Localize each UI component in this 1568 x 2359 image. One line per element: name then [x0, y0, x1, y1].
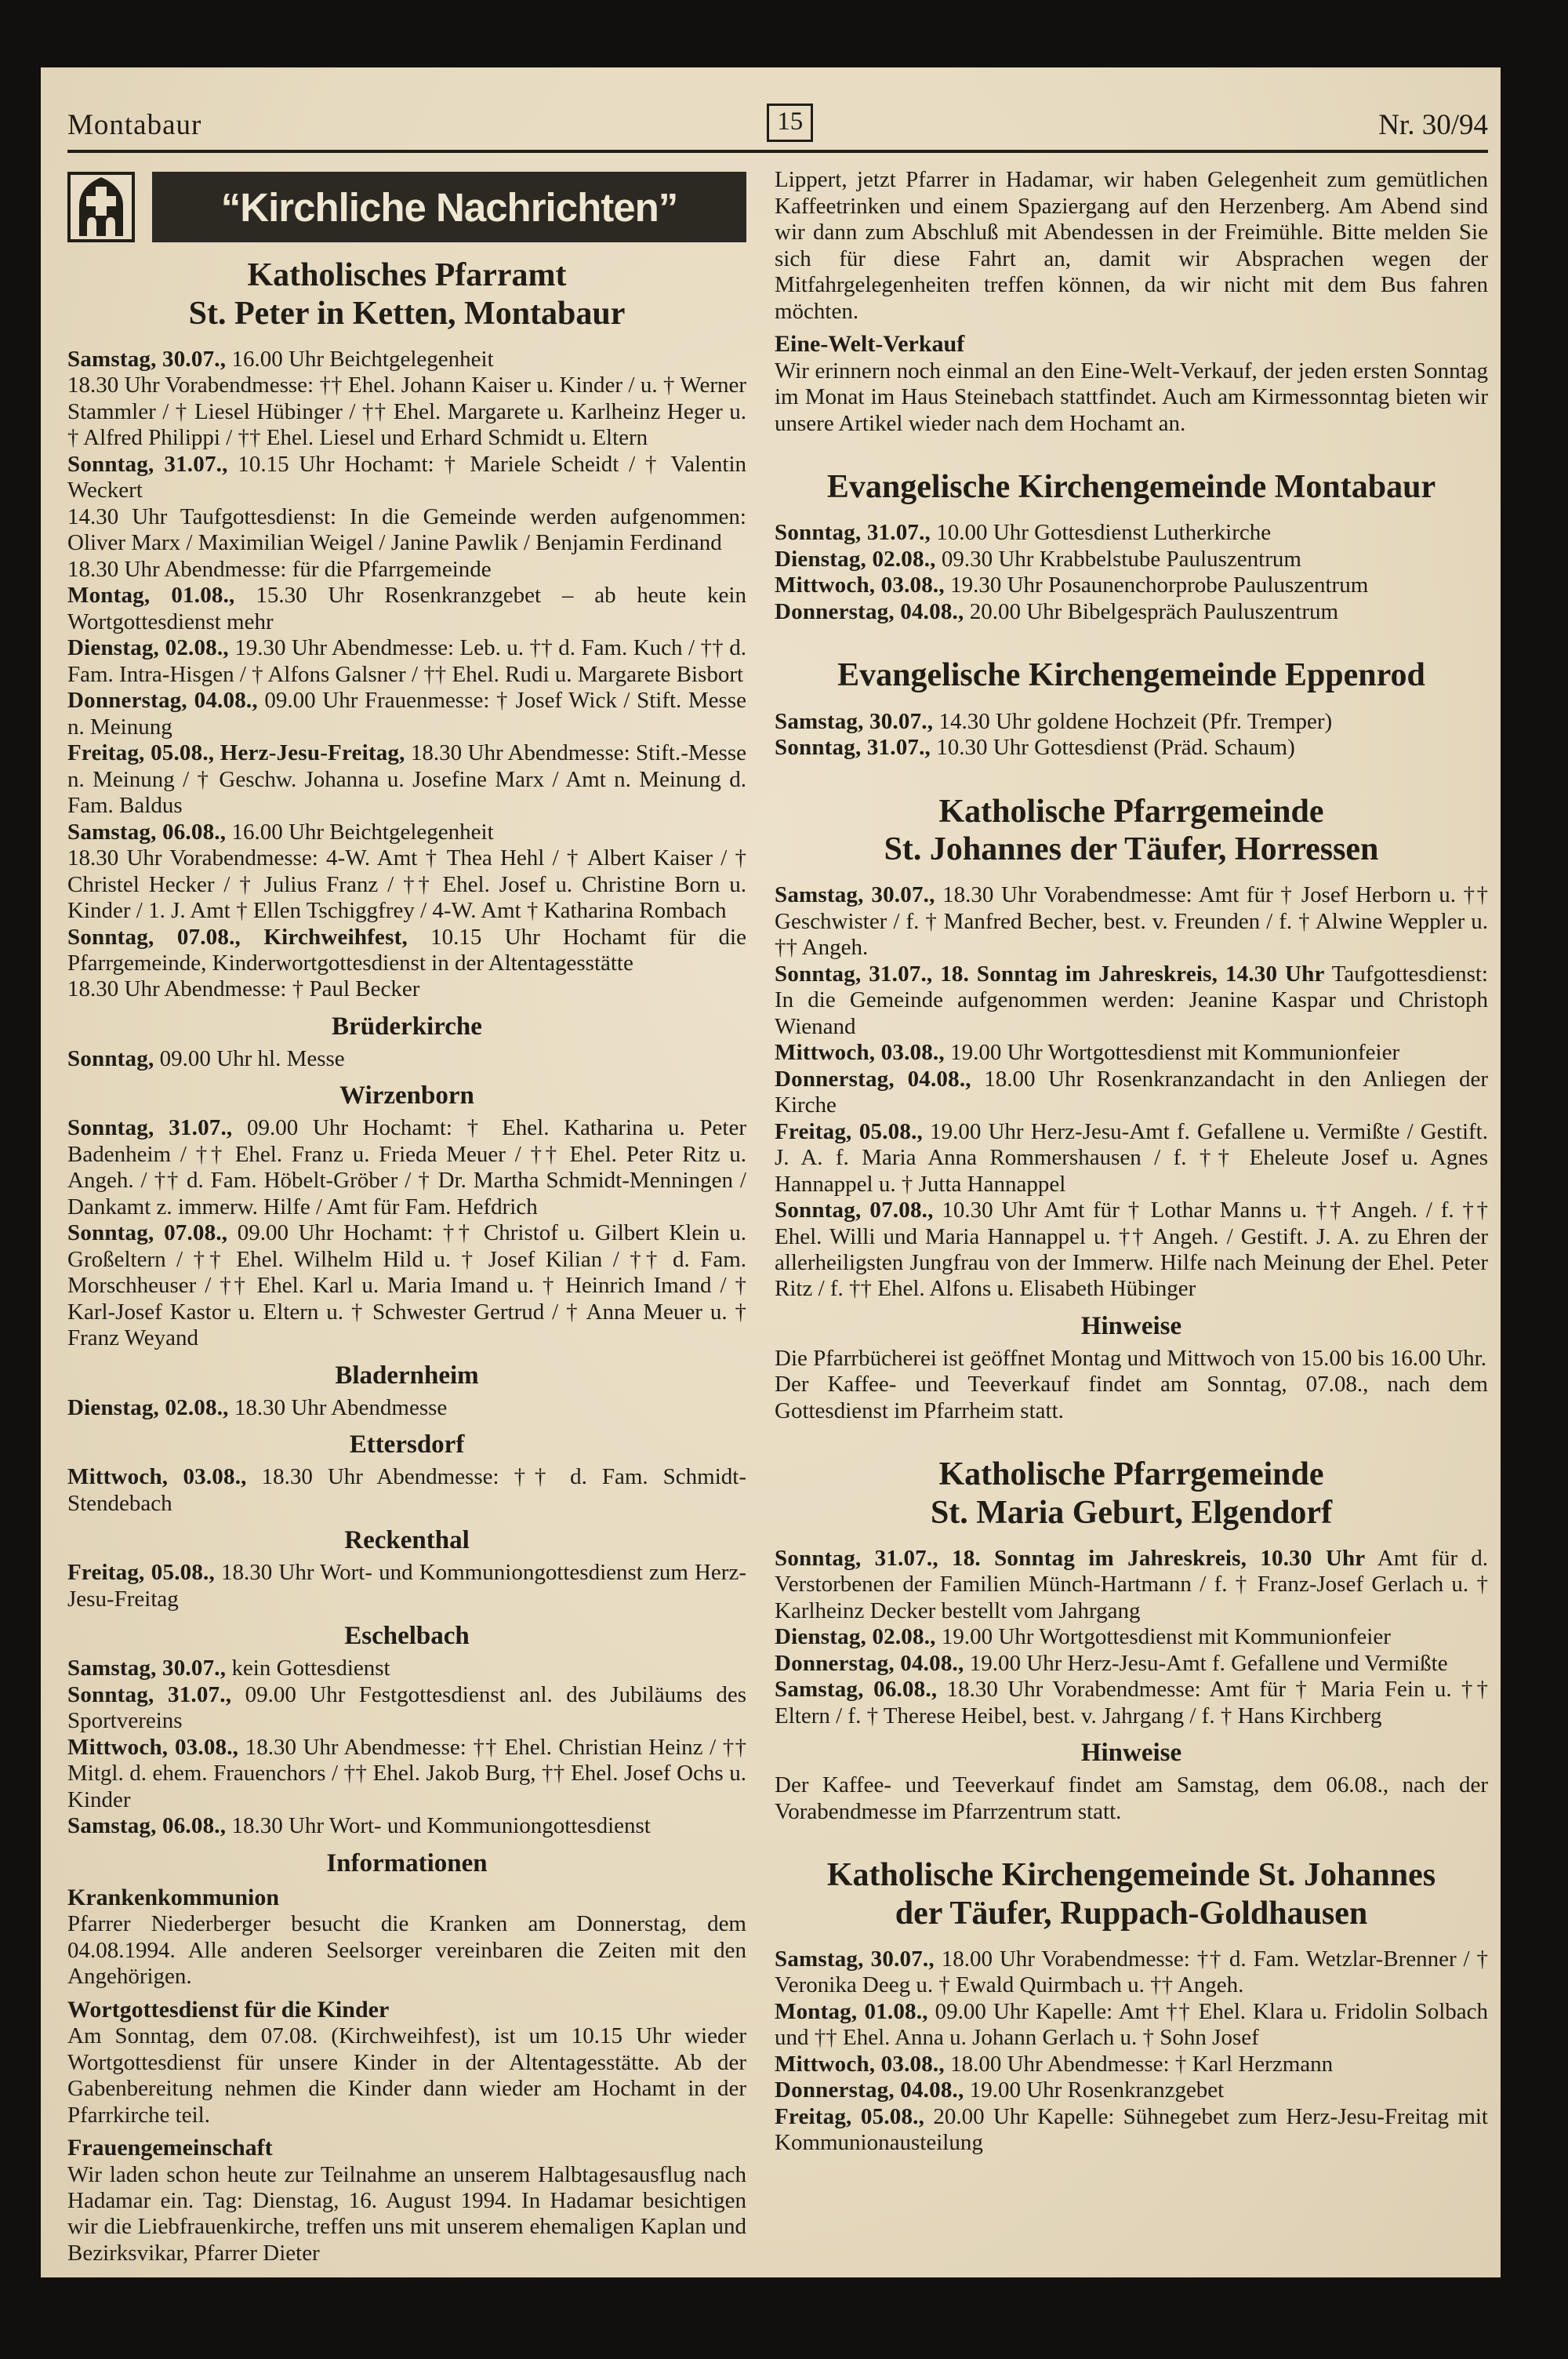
entry-day-label: Mittwoch, 03.08., — [67, 1734, 239, 1760]
location-heading: Informationen — [326, 1848, 488, 1877]
section-heading — [775, 1856, 1488, 1932]
banner-row — [67, 172, 746, 242]
entry-day-label: Sonntag, 07.08., — [67, 1220, 228, 1246]
schedule-entry: 18.30 Uhr Abendmesse: für die Pfarrgemeinde — [67, 556, 492, 582]
schedule-entry: Sonntag, 31.07., 10.15 Uhr Hochamt: † Mariele Scheidt / † Valentin Weckert — [67, 451, 746, 503]
schedule-entry: Sonntag, 09.00 Uhr hl. Messe — [67, 1045, 345, 1071]
entry-day-label: Sonntag, 31.07., — [67, 1681, 232, 1707]
schedule-entry: Mittwoch, 03.08., 19.00 Uhr Wortgottesdienst mit Kommunionfeier — [775, 1040, 1400, 1066]
entry-day-label: Sonntag, 31.07., 18. Sonntag im Jahreskreis, 14.30 Uhr — [775, 961, 1325, 987]
schedule-entry: Freitag, 05.08., 19.00 Uhr Herz-Jesu-Amt f. Gefallene u. Vermißte / Gestift. J. A. f. Maria Anna Rommershausen / f. †† Eheleute Josef u. Agnes Hannappel u. † Jutta Hannappel — [775, 1118, 1488, 1197]
paragraph: Wir erinnern noch einmal an den Eine-Welt-Verkauf, der jeden ersten Sonntag im Monat im Haus Steinebach stattfindet. Auch am Kirmessonntag bieten wir unsere Artikel wieder nach dem Hochamt an. — [775, 358, 1488, 436]
entry-day-label: Montag, 01.08., — [775, 1998, 928, 2024]
schedule-entry: Samstag, 06.08., 18.30 Uhr Vorabendmesse: Amt für † Maria Fein u. †† Eltern / f. † Therese Heibel, best. v. Jahrgang / f. † Hans Kirchberg — [775, 1677, 1488, 1728]
schedule-entry: Dienstag, 02.08., 19.30 Uhr Abendmesse: Leb. u. †† d. Fam. Kuch / †† d. Fam. Intra-Hisgen / † Alfons Galsner / †† Ehel. Rudi u. Margarete Bisbort — [67, 635, 746, 687]
left-column — [67, 167, 746, 2266]
entry-day-label: Dienstag, 02.08., — [775, 546, 936, 572]
entry-day-label: Freitag, 05.08., — [775, 1118, 923, 1144]
location-heading: Bladernheim — [335, 1361, 479, 1390]
section-heading-line: St. Maria Geburt, Elgendorf — [930, 1494, 1333, 1531]
schedule-entry: Samstag, 30.07., 18.30 Uhr Vorabendmesse: Amt für † Josef Herborn u. †† Geschwister / f. † Manfred Becher, best. v. Freunden / f. † Alwine Weppler u. †† Angeh. — [775, 882, 1488, 961]
entry-day-label: Sonntag, 31.07., — [775, 735, 931, 761]
paragraph: Pfarrer Niederberger besucht die Kranken am Donnerstag, dem 04.08.1994. Alle anderen Seelsorger vereinbaren die Zeiten mit den Angehörigen. — [67, 1911, 746, 1990]
schedule-entry: Dienstag, 02.08., 09.30 Uhr Krabbelstube Pauluszentrum — [775, 546, 1301, 572]
section-heading-line: Katholische Pfarrgemeinde — [938, 793, 1324, 830]
subheading: Wortgottesdienst für die Kinder — [67, 1996, 390, 2023]
schedule-entry: Sonntag, 31.07., 18. Sonntag im Jahreskreis, 10.30 Uhr Amt für d. Verstorbenen der Familien Münch-Hartmann / f. † Franz-Josef Gerlach u. † Karlheinz Decker bestellt vom Jahrgang — [775, 1546, 1488, 1623]
entry-day-label: Freitag, 05.08., Herz-Jesu-Freitag, — [67, 740, 405, 766]
schedule-entry: Montag, 01.08., 15.30 Uhr Rosenkranzgebet – ab heute kein Wortgottesdienst mehr — [67, 583, 746, 634]
paragraph: Wir laden schon heute zur Teilnahme an unserem Halbtagesausflug nach Hadamar ein. Tag: Dienstag, 16. August 1994. In Hadamar besichtigen wir die Liebfrauenkirche, treffen uns mit unserem ehemaligen Kaplan und Bezirksvikar, Pfarrer Dieter — [67, 2161, 746, 2266]
entry-day-label: Sonntag, 07.08., — [775, 1198, 934, 1223]
banner-title: “Kirchliche Nachrichten” — [152, 172, 746, 242]
location-heading: Ettersdorf — [349, 1430, 465, 1459]
entry-day-label: Sonntag, — [67, 1045, 154, 1071]
entry-day-label: Mittwoch, 03.08., — [67, 1464, 247, 1490]
page-number-badge: 15 — [767, 104, 813, 142]
left-column-blocks — [67, 256, 746, 2266]
schedule-entry: Samstag, 30.07., 16.00 Uhr Beichtgelegenheit — [67, 346, 494, 372]
schedule-entry: Donnerstag, 04.08., 20.00 Uhr Bibelgespräch Pauluszentrum — [775, 598, 1339, 624]
entry-day-label: Montag, 01.08., — [67, 583, 235, 609]
section-heading — [775, 656, 1488, 694]
schedule-entry: Donnerstag, 04.08., 09.00 Uhr Frauenmesse: † Josef Wick / Stift. Messe n. Meinung — [67, 688, 746, 740]
schedule-entry: Donnerstag, 04.08., 19.00 Uhr Herz-Jesu-Amt f. Gefallene und Vermißte — [775, 1650, 1448, 1676]
schedule-entry: Freitag, 05.08., 20.00 Uhr Kapelle: Sühnegebet zum Herz-Jesu-Freitag mit Kommunionausteilung — [775, 2103, 1488, 2156]
entry-day-label: Sonntag, 31.07., — [775, 520, 931, 546]
entry-day-label: Samstag, 30.07., — [775, 882, 935, 908]
subheading: Frauengemeinschaft — [67, 2135, 273, 2161]
section-heading — [775, 468, 1488, 506]
schedule-entry: Sonntag, 07.08., 09.00 Uhr Hochamt: †† Christof u. Gilbert Klein u. Großeltern / †† Ehel. Wilhelm Hild u. † Josef Kilian / †† d. Fam. Morschheuser / †† Ehel. Karl u. Maria Imand u. † Heinrich Imand / † Karl-Josef Kastor u. Eltern u. † Schwester Gertrud / † Anna Meuer u. † Franz Weyand — [67, 1220, 747, 1351]
entry-day-label: Samstag, 06.08., — [67, 819, 227, 845]
right-column-blocks — [775, 167, 1488, 2157]
location-heading: Hinweise — [1080, 1739, 1182, 1768]
subheading: Eine-Welt-Verkauf — [775, 331, 965, 358]
entry-day-label: Donnerstag, 04.08., — [775, 1066, 971, 1092]
schedule-entry: 18.30 Uhr Vorabendmesse: †† Ehel. Johann Kaiser u. Kinder / u. † Werner Stammler / † Liesel Hübinger / †† Ehel. Margarete u. Karlheinz Heger u. † Alfred Philippi / †† Ehel. Liesel und Erhard Schmidt u. Eltern — [67, 373, 746, 451]
section-heading-line: Katholische Kirchengemeinde St. Johannes — [826, 1857, 1436, 1894]
location-heading: Hinweise — [1080, 1311, 1182, 1340]
entry-day-label: Dienstag, 02.08., — [775, 1624, 936, 1650]
schedule-entry: Sonntag, 07.08., Kirchweihfest, 10.15 Uhr Hochamt für die Pfarrgemeinde, Kinderwortgottesdienst in der Altentagesstätte — [67, 924, 746, 976]
schedule-entry: 14.30 Uhr Taufgottesdienst: In die Gemeinde werden aufgenommen: Oliver Marx / Maximilian Weigel / Janine Pawlik / Benjamin Ferdinand — [67, 503, 746, 556]
entry-day-label: Samstag, 30.07., — [67, 1656, 227, 1681]
newspaper-page — [41, 67, 1501, 2277]
entry-day-label: Donnerstag, 04.08., — [775, 2077, 964, 2103]
section-heading — [67, 256, 746, 333]
schedule-entry: Dienstag, 02.08., 19.00 Uhr Wortgottesdienst mit Kommunionfeier — [775, 1624, 1391, 1650]
paragraph: Der Kaffee- und Teeverkauf findet am Sonntag, 07.08., nach dem Gottesdienst im Pfarrheim statt. — [775, 1372, 1488, 1423]
section-heading-line: St. Johannes der Täufer, Horressen — [884, 831, 1379, 867]
paragraph: Am Sonntag, dem 07.08. (Kirchweihfest), ist um 10.15 Uhr wieder Wortgottesdienst für unsere Kinder in der Altentagesstätte. Ab der Gabenbereitung nehmen die Kinder dann wieder am Hochamt in der Pfarrkirche teil. — [67, 2023, 746, 2128]
schedule-entry: Sonntag, 31.07., 18. Sonntag im Jahreskreis, 14.30 Uhr Taufgottesdienst: In die Gemeinde aufgenommen werden: Jeanine Kaspar und Christoph Wienand — [775, 961, 1488, 1039]
entry-day-label: Sonntag, 31.07., — [67, 451, 228, 477]
schedule-entry: Samstag, 30.07., 18.00 Uhr Vorabendmesse: †† d. Fam. Wetzlar-Brenner / † Veronika Deeg u. † Ewald Quirmbach u. †† Angeh. — [775, 1946, 1488, 1998]
section-heading — [775, 1456, 1488, 1532]
section-heading — [775, 793, 1488, 869]
entry-day-label: Sonntag, 07.08., Kirchweihfest, — [67, 924, 408, 950]
schedule-entry: Montag, 01.08., 09.00 Uhr Kapelle: Amt †† Ehel. Klara u. Fridolin Solbach und †† Ehel. Anna u. Johann Gerlach u. † Sohn Josef — [775, 1998, 1488, 2051]
location-heading: Eschelbach — [344, 1622, 470, 1651]
location-heading: Brüderkirche — [332, 1012, 482, 1041]
section-heading-line: St. Peter in Ketten, Montabaur — [188, 295, 626, 332]
section-heading-line: Katholische Pfarrgemeinde — [938, 1456, 1324, 1493]
right-column — [775, 167, 1488, 2266]
schedule-entry: Mittwoch, 03.08., 18.00 Uhr Abendmesse: † Karl Herzmann — [775, 2051, 1334, 2077]
schedule-entry: Sonntag, 31.07., 10.30 Uhr Gottesdienst (Präd. Schaum) — [775, 735, 1295, 761]
entry-day-label: Samstag, 30.07., — [775, 1946, 935, 1972]
schedule-entry: Sonntag, 31.07., 09.00 Uhr Hochamt: † Ehel. Katharina u. Peter Badenheim / †† Ehel. Franz u. Frieda Meuer / †† Ehel. Peter Ritz u. Angeh. / †† d. Fam. Höbelt-Gröber / † Dr. Martha Schmidt-Menningen / Dankamt z. immerw. Hilfe / Amt für Fam. Hefdrich — [67, 1115, 747, 1219]
entry-day-label: Donnerstag, 04.08., — [775, 598, 964, 624]
entry-day-label: Freitag, 05.08., — [775, 2103, 925, 2129]
schedule-entry: Sonntag, 31.07., 09.00 Uhr Festgottesdienst anl. des Jubiläums des Sportvereins — [67, 1681, 746, 1734]
entry-day-label: Mittwoch, 03.08., — [775, 1040, 945, 1066]
issue-number: Nr. 30/94 — [1378, 109, 1488, 142]
entry-day-label: Donnerstag, 04.08., — [67, 688, 258, 714]
entry-day-label: Donnerstag, 04.08., — [775, 1650, 964, 1676]
schedule-entry: Mittwoch, 03.08., 19.30 Uhr Posaunenchorprobe Pauluszentrum — [775, 572, 1369, 598]
schedule-entry: 18.30 Uhr Vorabendmesse: 4-W. Amt † Thea Hehl / † Albert Kaiser / † Christel Hecker / † Julius Franz / †† Ehel. Josef u. Christine Born u. Kinder / 1. J. Amt † Ellen Tschiggfrey / 4-W. Amt † Katharina Rombach — [67, 845, 746, 924]
entry-day-label: Mittwoch, 03.08., — [775, 572, 945, 598]
entry-day-label: Sonntag, 31.07., 18. Sonntag im Jahreskreis, 10.30 Uhr — [775, 1546, 1366, 1571]
entry-day-label: Samstag, 30.07., — [775, 708, 934, 734]
paragraph: Der Kaffee- und Teeverkauf findet am Samstag, dem 06.08., nach der Vorabendmesse im Pfarrzentrum statt. — [775, 1772, 1488, 1824]
schedule-entry: Samstag, 06.08., 16.00 Uhr Beichtgelegenheit — [67, 819, 494, 845]
schedule-entry: Freitag, 05.08., Herz-Jesu-Freitag, 18.30 Uhr Abendmesse: Stift.-Messe n. Meinung / † Geschw. Johanna u. Josefine Marx / Amt n. Meinung d. Fam. Baldus — [67, 740, 746, 819]
section-heading-line: der Täufer, Ruppach-Goldhausen — [895, 1895, 1368, 1932]
schedule-entry: Sonntag, 31.07., 10.00 Uhr Gottesdienst Lutherkirche — [775, 520, 1272, 546]
schedule-entry: Mittwoch, 03.08., 18.30 Uhr Abendmesse: †† Ehel. Christian Heinz / †† Mitgl. d. ehem. Frauenchors / †† Ehel. Jakob Burg, †† Ehel. Josef Ochs u. Kinder — [67, 1734, 746, 1812]
page-header — [67, 104, 1488, 153]
schedule-entry: Donnerstag, 04.08., 18.00 Uhr Rosenkranzandacht in den Anliegen der Kirche — [775, 1066, 1488, 1118]
schedule-entry: Donnerstag, 04.08., 19.00 Uhr Rosenkranzgebet — [775, 2077, 1225, 2103]
schedule-entry: Mittwoch, 03.08., 18.30 Uhr Abendmesse: †† d. Fam. Schmidt-Stendebach — [67, 1464, 746, 1516]
schedule-entry: Samstag, 30.07., kein Gottesdienst — [67, 1656, 390, 1681]
location-heading: Wirzenborn — [339, 1081, 474, 1110]
section-heading-line: Evangelische Kirchengemeinde Montabaur — [826, 469, 1436, 506]
location-heading: Reckenthal — [344, 1526, 470, 1555]
schedule-entry: 18.30 Uhr Abendmesse: † Paul Becker — [67, 976, 420, 1002]
paragraph: Die Pfarrbücherei ist geöffnet Montag und Mittwoch von 15.00 bis 16.00 Uhr. — [775, 1345, 1486, 1371]
subheading: Krankenkommunion — [67, 1884, 280, 1910]
schedule-entry: Sonntag, 07.08., 10.30 Uhr Amt für † Lothar Manns u. †† Angeh. / f. †† Ehel. Willi und Maria Hannappel u. †† Angeh. / Gestift. J. A. zu Ehren der allerheiligsten Jungfrau von der Immerw. Hilfe nach Meinung der Ehel. Peter Ritz / f. †† Ehel. Alfons u. Elisabeth Hübinger — [775, 1198, 1488, 1302]
entry-day-label: Dienstag, 02.08., — [67, 1394, 229, 1420]
schedule-entry: Samstag, 06.08., 18.30 Uhr Wort- und Kommuniongottesdienst — [67, 1813, 651, 1839]
paragraph: Lippert, jetzt Pfarrer in Hadamar, wir haben Gelegenheit zum gemütlichen Kaffeetrinken und einem Spaziergang auf den Herzenberg. Am Abend sind wir dann zum Abschluß mit Abendessen in der Freimühle. Bitte melden Sie sich für diese Fahrt an, damit wir Absprachen wegen der Mitfahrgelegenheiten treffen können, da wir nicht mit dem Bus fahren möchten. — [775, 167, 1488, 324]
header-place: Montabaur — [67, 109, 202, 142]
entry-day-label: Dienstag, 02.08., — [67, 635, 229, 661]
schedule-entry: Freitag, 05.08., 18.30 Uhr Wort- und Kommuniongottesdienst zum Herz-Jesu-Freitag — [67, 1560, 746, 1612]
entry-day-label: Freitag, 05.08., — [67, 1560, 215, 1586]
entry-day-label: Samstag, 30.07., — [67, 346, 227, 372]
schedule-entry: Samstag, 30.07., 14.30 Uhr goldene Hochzeit (Pfr. Tremper) — [775, 708, 1333, 734]
church-window-icon — [67, 172, 135, 242]
section-heading-line: Katholisches Pfarramt — [247, 257, 567, 294]
section-heading-line: Evangelische Kirchengemeinde Eppenrod — [837, 657, 1425, 694]
entry-day-label: Sonntag, 31.07., — [67, 1115, 233, 1141]
entry-day-label: Mittwoch, 03.08., — [775, 2051, 945, 2077]
entry-day-label: Samstag, 06.08., — [775, 1677, 938, 1703]
entry-day-label: Samstag, 06.08., — [67, 1813, 227, 1839]
schedule-entry: Dienstag, 02.08., 18.30 Uhr Abendmesse — [67, 1394, 448, 1420]
